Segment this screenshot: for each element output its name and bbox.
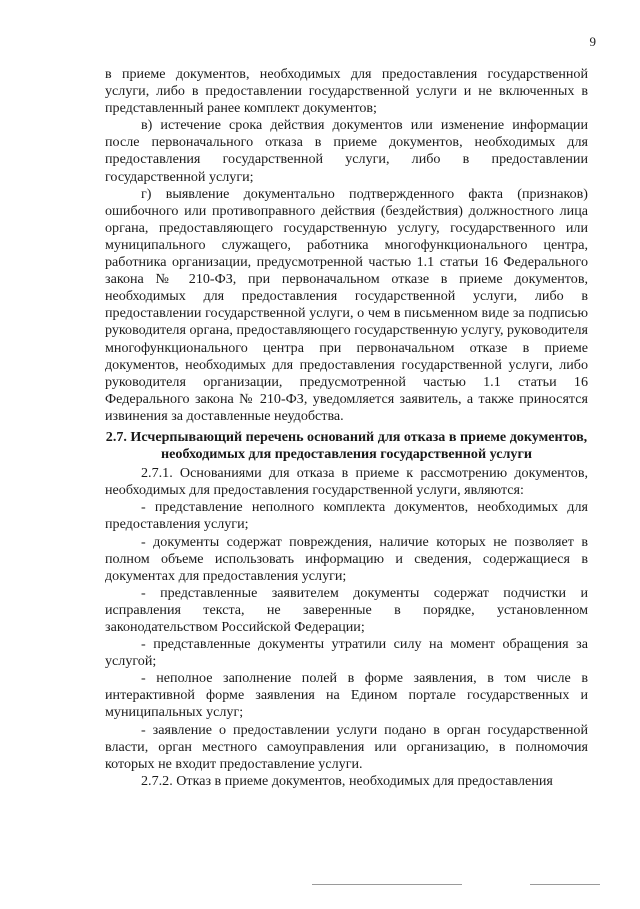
list-item: - заявление о предоставлении услуги подано в орган государственной власти, орган местного самоуправления или организацию, в полномочия которых не входит предоставление услуги. [105, 721, 588, 772]
scan-edge-line [530, 884, 600, 885]
list-item: - представленные документы утратили силу на момент обращения за услугой; [105, 636, 588, 670]
list-item: - документы содержат повреждения, наличие которых не позволяет в полном объеме использовать информацию и сведения, содержащиеся в документах для предоставления услуги; [105, 533, 588, 584]
list-item: - неполное заполнение полей в форме заявления, в том числе в интерактивной форме заявления на Едином портале государственных и муниципальных услуг; [105, 670, 588, 721]
paragraph: в) истечение срока действия документов или изменение информации после первоначального отказа в приеме документов, необходимых для предоставления государственной услуги, либо в предоставлении государственной услуги; [105, 117, 588, 185]
paragraph: 2.7.2. Отказ в приеме документов, необходимых для предоставления [141, 772, 553, 789]
paragraph: г) выявление документально подтвержденного факта (признаков) ошибочного или противоправного действия (бездействия) должностного лица органа, предоставляющего государственную услугу, государственного или муниципального служащего, работника многофункционального центра, работника организации, предусмотренной частью 1.1 статьи 16 Федерального закона № 210-ФЗ, при первоначальном отказе в приеме документов, необходимых для предоставления государственной услуги, либо в предоставлении государственной услуги, о чем в письменном виде за подписью руководителя органа, предоставляющего государственную услугу, руководителя многофункционального центра при первоначальном отказе в приеме документов, необходимых для предоставления государственной услуги, либо руководителя организации, предусмотренной частью 1.1 статьи 16 Федерального закона № 210-ФЗ, уведомляется заявитель, а также приносятся извинения за доставленные неудобства. [105, 185, 588, 424]
paragraph: в приеме документов, необходимых для предоставления государственной услуги, либо в предоставлении государственной услуги и не включенных в представленный ранее комплект документов; [105, 66, 588, 117]
list-item: - представленные заявителем документы содержат подчистки и исправления текста, не заверенные в порядке, установленном законодательством Российской Федерации; [105, 584, 588, 635]
scan-edge-line [312, 884, 462, 885]
list-item: - представление неполного комплекта документов, необходимых для предоставления услуги; [105, 499, 588, 533]
paragraph: 2.7.1. Основаниями для отказа в приеме к рассмотрению документов, необходимых для предоставления государственной услуги, являются: [105, 465, 588, 499]
page-number: 9 [589, 34, 596, 49]
section-heading: 2.7. Исчерпывающий перечень оснований для отказа в приеме документов, необходимых для предоставления государственной услуги [105, 428, 588, 463]
document-body [105, 66, 588, 790]
